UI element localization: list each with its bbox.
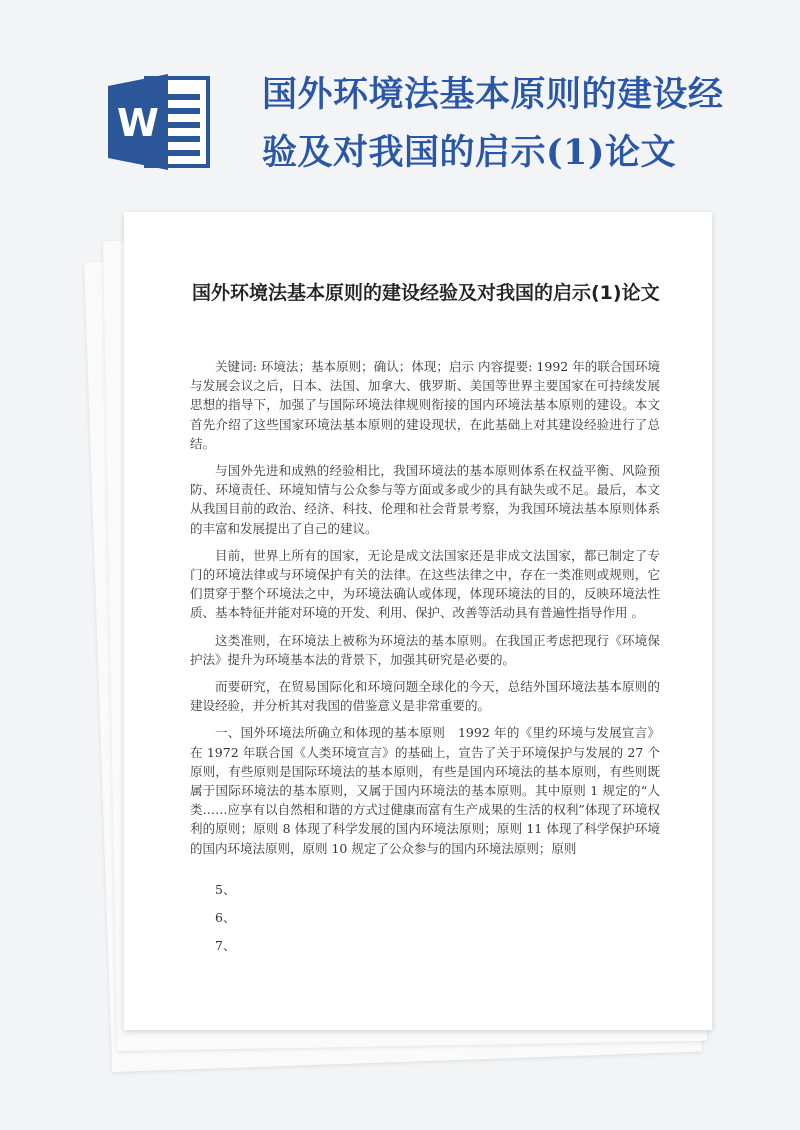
paragraph: 这类准则，在环境法上被称为环境法的基本原则。在我国正考虑把现行《环境保护法》提升为环境基本法的背景下，加强其研究是必要的。 [190,632,660,667]
word-document-icon [108,72,216,172]
paragraph: 一、国外环境法所确立和体现的基本原则 1992 年的《里约环境与发展宣言》在 1972 年联合国《人类环境宣言》的基础上，宣告了关于环境保护与发展的 27 个原则，有些原则是国际环境法的基本原则，有些是国内环境法的基本原则，有些则既属于国际环境法的基本原则，又属于国内环境法的基本原则。其中原则 1 规定的“人类……应享有以自然相和谐的方式过健康而富有生产成果的生活的权利”体现了环境权利的原则；原则 8 体现了科学发展的国内环境法原则；原则 11 体现了科学保护环境的国内环境法原则，原则 10 规定了公众参与的国内环境法原则；原则 [190,725,660,856]
paragraph: 而要研究，在贸易国际化和环境问题全球化的今天，总结外国环境法基本原则的建设经验，并分析其对我国的借鉴意义是非常重要的。 [190,679,660,714]
paragraph: 目前，世界上所有的国家，无论是成文法国家还是非成文法国家，都已制定了专门的环境法律或与环境保护有关的法律。在这些法律之中，存在一类准则或规则，它们贯穿于整个环境法之中，为环境法确认或体现，体现环境法的目的，反映环境法性质、基本特征并能对环境的开发、利用、保护、改善等活动具有普遍性指导作用 。 [190,547,660,621]
list-item: 7、 [215,937,236,953]
preview-header [0,0,800,205]
document-page [124,212,712,1030]
list-item: 5、 [215,881,236,897]
document-title: 国外环境法基本原则的建设经验及对我国的启示(1)论文 [192,282,660,304]
document-body [190,357,660,960]
page-title: 国外环境法基本原则的建设经验及对我国的启示(1)论文 [262,74,724,173]
list-item: 6、 [215,909,236,925]
paragraph: 与国外先进和成熟的经验相比，我国环境法的基本原则体系在权益平衡、风险预防、环境责任、环境知情与公众参与等方面或多或少的具有缺失或不足。最后，本文从我国目前的政治、经济、科技、伦理和社会背景考察，为我国环境法基本原则体系的丰富和发展提出了自己的建议。 [190,463,660,536]
svg-text:W: W [117,101,159,145]
paragraph: 关键词: 环境法；基本原则；确认；体现；启示 内容提要: 1992 年的联合国环境与发展会议之后，日本、法国、加拿大、俄罗斯、美国等世界主要国家在可持续发展思想的指导下，加强了与国际环境法律规则衔接的国内环境法基本原则的建设。本文首先介绍了这些国家环境法基本原则的建设现状，在此基础上对其建设经验进行了总结。 [190,359,660,451]
